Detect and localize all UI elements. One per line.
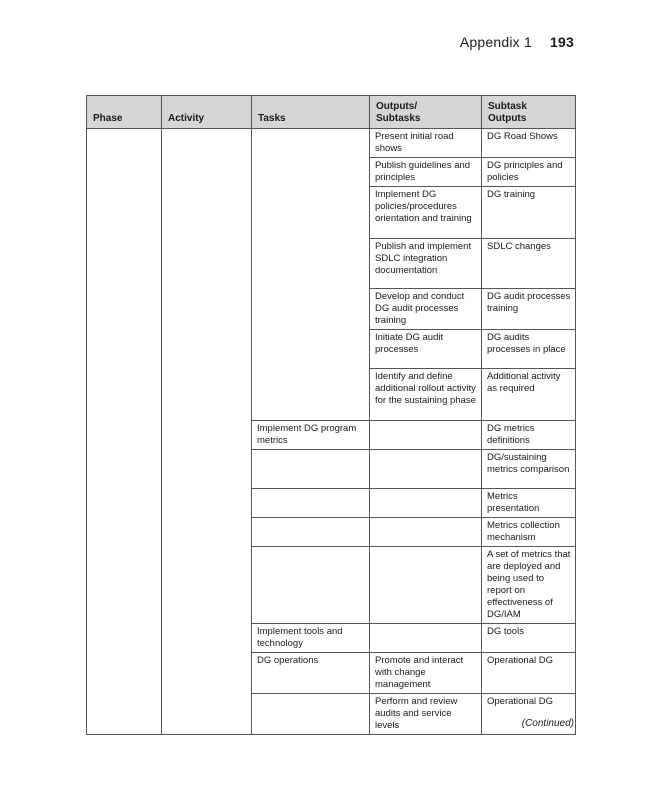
page-number: 193 <box>550 34 574 50</box>
outputs-cell <box>370 450 482 489</box>
col-header-activity: Activity <box>162 96 252 129</box>
col-header-subtask-outputs: Subtask Outputs <box>482 96 576 129</box>
table-body <box>87 129 576 735</box>
activity-cell <box>162 129 252 735</box>
tasks-cell: Implement tools and technology <box>252 624 370 653</box>
outputs-cell: Initiate DG audit processes <box>370 330 482 369</box>
governance-table <box>86 95 576 735</box>
subtask-cell: DG tools <box>482 624 576 653</box>
subtask-cell: DG principles and policies <box>482 158 576 187</box>
outputs-cell: Implement DG policies/procedures orientation and training <box>370 187 482 239</box>
subtask-cell: DG/sustaining metrics comparison <box>482 450 576 489</box>
tasks-cell <box>252 450 370 489</box>
subtask-cell: SDLC changes <box>482 239 576 289</box>
subtask-cell: DG Road Shows <box>482 129 576 158</box>
outputs-cell <box>370 547 482 624</box>
outputs-cell <box>370 421 482 450</box>
table-row <box>87 129 576 158</box>
outputs-cell <box>370 489 482 518</box>
subtask-cell: DG audit processes training <box>482 289 576 330</box>
outputs-cell: Develop and conduct DG audit processes training <box>370 289 482 330</box>
subtask-cell: DG audits processes in place <box>482 330 576 369</box>
outputs-cell <box>370 624 482 653</box>
subtask-cell: DG metrics definitions <box>482 421 576 450</box>
tasks-cell: Implement DG program metrics <box>252 421 370 450</box>
subtask-cell: Operational DG <box>482 694 576 735</box>
tasks-cell <box>252 489 370 518</box>
outputs-cell: Publish guidelines and principles <box>370 158 482 187</box>
tasks-cell <box>252 547 370 624</box>
outputs-cell: Promote and interact with change management <box>370 653 482 694</box>
col-header-phase: Phase <box>87 96 162 129</box>
running-head-title: Appendix 1 <box>459 34 532 50</box>
phase-cell <box>87 129 162 735</box>
running-head <box>460 34 574 50</box>
outputs-cell: Present initial road shows <box>370 129 482 158</box>
subtask-cell: Operational DG <box>482 653 576 694</box>
subtask-cell: Metrics collection mechanism <box>482 518 576 547</box>
subtask-cell: A set of metrics that are deployed and being used to report on effectiveness of DG/IAM <box>482 547 576 624</box>
outputs-cell <box>370 518 482 547</box>
tasks-cell <box>252 518 370 547</box>
subtask-cell: DG training <box>482 187 576 239</box>
col-header-outputs-subtasks: Outputs/ Subtasks <box>370 96 482 129</box>
tasks-cell <box>252 129 370 421</box>
continued-note: (Continued) <box>521 718 574 729</box>
outputs-cell: Perform and review audits and service levels <box>370 694 482 735</box>
outputs-cell: Identify and define additional rollout activity for the sustaining phase <box>370 369 482 421</box>
subtask-cell: Additional activity as required <box>482 369 576 421</box>
tasks-cell <box>252 694 370 735</box>
header-row <box>87 96 576 129</box>
tasks-cell: DG operations <box>252 653 370 694</box>
col-header-tasks: Tasks <box>252 96 370 129</box>
subtask-cell: Metrics presentation <box>482 489 576 518</box>
table-header <box>87 96 576 129</box>
outputs-cell: Publish and implement SDLC integration documentation <box>370 239 482 289</box>
